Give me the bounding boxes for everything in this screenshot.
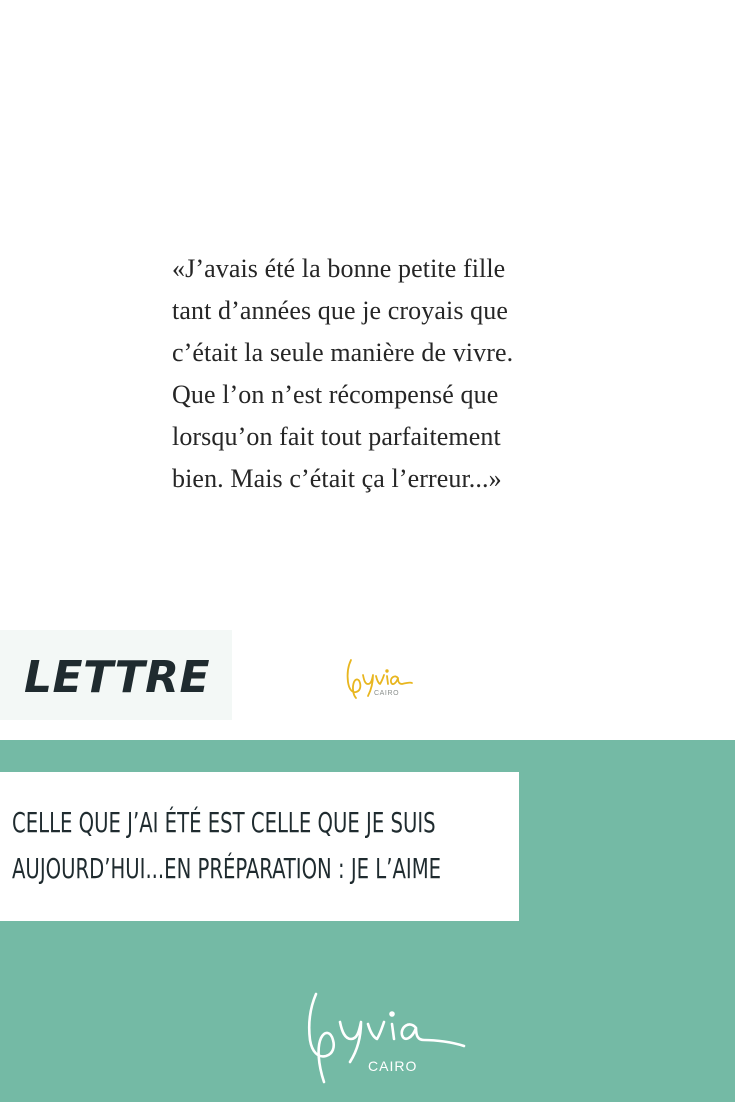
quote-line-5: lorsqu’on fait tout parfaitement xyxy=(172,422,501,451)
quote-line-2: tant d’années que je croyais que xyxy=(172,296,509,325)
brand-logo-small-icon xyxy=(340,656,416,702)
title-line-1: CELLE QUE J’AI ÉTÉ EST CELLE QUE JE SUIS xyxy=(12,806,436,839)
brand-logo-large-icon xyxy=(296,990,472,1086)
quote-line-4: Que l’on n’est récompensé que xyxy=(172,380,499,409)
quote-line-6: bien. Mais c’était ça l’erreur...» xyxy=(172,464,502,493)
svg-text:CAIRO: CAIRO xyxy=(368,1058,418,1074)
svg-text:CAIRO: CAIRO xyxy=(374,690,400,697)
category-label: LETTRE xyxy=(24,652,211,703)
quote-line-1: «J’avais été la bonne petite fille xyxy=(172,254,506,283)
quote-line-3: c’était la seule manière de vivre. xyxy=(172,338,514,367)
quote-block xyxy=(172,248,612,500)
title-line-2: AUJOURD’HUI...EN PRÉPARATION : JE L’AIME xyxy=(12,852,442,885)
article-title xyxy=(12,800,442,892)
